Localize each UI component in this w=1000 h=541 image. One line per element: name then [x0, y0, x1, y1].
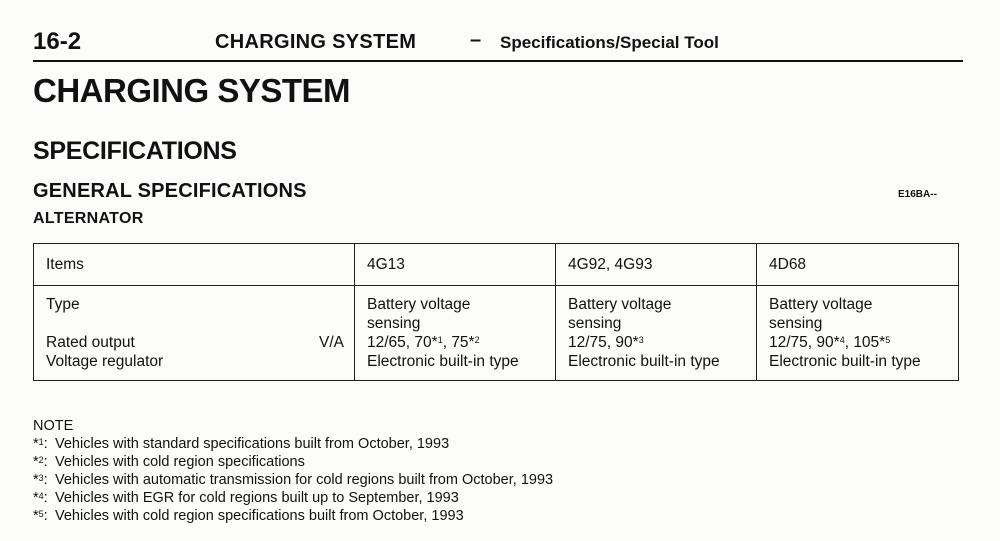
table-header-row: [34, 244, 959, 286]
type-value-4g13-line2: sensing: [367, 315, 421, 332]
column-4d68: [757, 286, 959, 381]
note-text: Vehicles with automatic transmission for cold regions built from October, 1993: [55, 472, 554, 488]
note-item: [33, 471, 553, 489]
type-label: Type: [46, 296, 80, 313]
note-star: *: [33, 472, 39, 488]
note-star: *: [33, 436, 39, 452]
note-number: 1: [38, 437, 44, 447]
header-label-4g92-4g93: 4G92, 4G93: [568, 255, 653, 273]
alternator-heading: ALTERNATOR: [33, 210, 144, 227]
rated-output-4d68: [769, 333, 948, 352]
header-cell-4g92-4g93: [556, 244, 757, 286]
header-cell-4g13: [355, 244, 556, 286]
header-dash: –: [470, 29, 482, 51]
page-header: [33, 28, 961, 58]
rated-4g13-mid: , 75*: [442, 334, 475, 351]
header-cell-items: [34, 244, 355, 286]
specifications-heading: SPECIFICATIONS: [33, 137, 237, 165]
header-subtitle: Specifications/Special Tool: [500, 33, 719, 52]
type-value-4g13-line1: Battery voltage: [367, 296, 471, 313]
note-colon: :: [43, 436, 48, 452]
rated-output-row-label: [46, 333, 344, 352]
rated-output-unit: V/A: [319, 334, 344, 351]
rated-4g92-footnote-3: 3: [638, 335, 644, 345]
type-value-4d68-line1: Battery voltage: [769, 296, 873, 313]
general-specifications-heading: GENERAL SPECIFICATIONS: [33, 180, 307, 202]
note-star: *: [33, 454, 39, 470]
note-star: *: [33, 508, 39, 524]
regulator-value-4g92: Electronic built-in type: [568, 353, 720, 370]
rated-output-label: Rated output: [46, 334, 135, 351]
header-label-4g13: 4G13: [367, 255, 405, 273]
page-number: 16-2: [33, 28, 82, 55]
type-value-4g92-line1: Battery voltage: [568, 296, 672, 313]
note-item: [33, 435, 553, 453]
note-colon: :: [43, 454, 48, 470]
notes-section: [33, 417, 553, 525]
header-label-items: Items: [46, 255, 84, 273]
column-4g13: [355, 286, 556, 381]
rated-4g13-footnote-1: 1: [437, 335, 443, 345]
regulator-value-4d68: Electronic built-in type: [769, 353, 921, 370]
note-star: *: [33, 490, 39, 506]
rated-4g13-footnote-2: 2: [474, 335, 480, 345]
rated-4g92-base: 12/75, 90*: [568, 334, 639, 351]
header-section-title: CHARGING SYSTEM: [215, 31, 417, 53]
rated-4g13-base: 12/65, 70*: [367, 334, 438, 351]
reference-code: E16BA--: [898, 189, 937, 200]
column-4g92-4g93: [556, 286, 757, 381]
note-number: 5: [38, 509, 44, 519]
type-value-4g92-line2: sensing: [568, 315, 622, 332]
page-title: CHARGING SYSTEM: [33, 72, 351, 109]
note-colon: :: [43, 490, 48, 506]
note-text: Vehicles with standard specifications built from October, 1993: [55, 436, 450, 452]
note-text: Vehicles with cold region specifications built from October, 1993: [55, 508, 464, 524]
note-item: [33, 489, 553, 507]
table-body-row: [34, 286, 959, 381]
alternator-spec-table: [33, 243, 959, 381]
rated-output-4g92: [568, 333, 746, 352]
regulator-value-4g13: Electronic built-in type: [367, 353, 519, 370]
rated-4d68-base: 12/75, 90*: [769, 334, 840, 351]
header-label-4d68: 4D68: [769, 255, 807, 273]
items-column: [34, 286, 355, 381]
type-value-4d68-line2: sensing: [769, 315, 823, 332]
header-rule: [33, 60, 963, 62]
rated-output-4g13: [367, 333, 545, 352]
note-item: [33, 453, 553, 471]
rated-4d68-footnote-5: 5: [885, 335, 891, 345]
rated-4d68-footnote-4: 4: [839, 335, 845, 345]
note-number: 4: [38, 491, 44, 501]
notes-title: NOTE: [33, 418, 74, 434]
note-number: 3: [38, 473, 44, 483]
voltage-regulator-label: Voltage regulator: [46, 353, 164, 370]
header-cell-4d68: [757, 244, 959, 286]
note-colon: :: [43, 508, 48, 524]
note-number: 2: [38, 455, 44, 465]
note-item: [33, 507, 553, 525]
note-text: Vehicles with cold region specifications: [55, 454, 305, 470]
rated-4d68-mid: , 105*: [844, 334, 886, 351]
note-colon: :: [43, 472, 48, 488]
note-text: Vehicles with EGR for cold regions built up to September, 1993: [55, 490, 459, 506]
